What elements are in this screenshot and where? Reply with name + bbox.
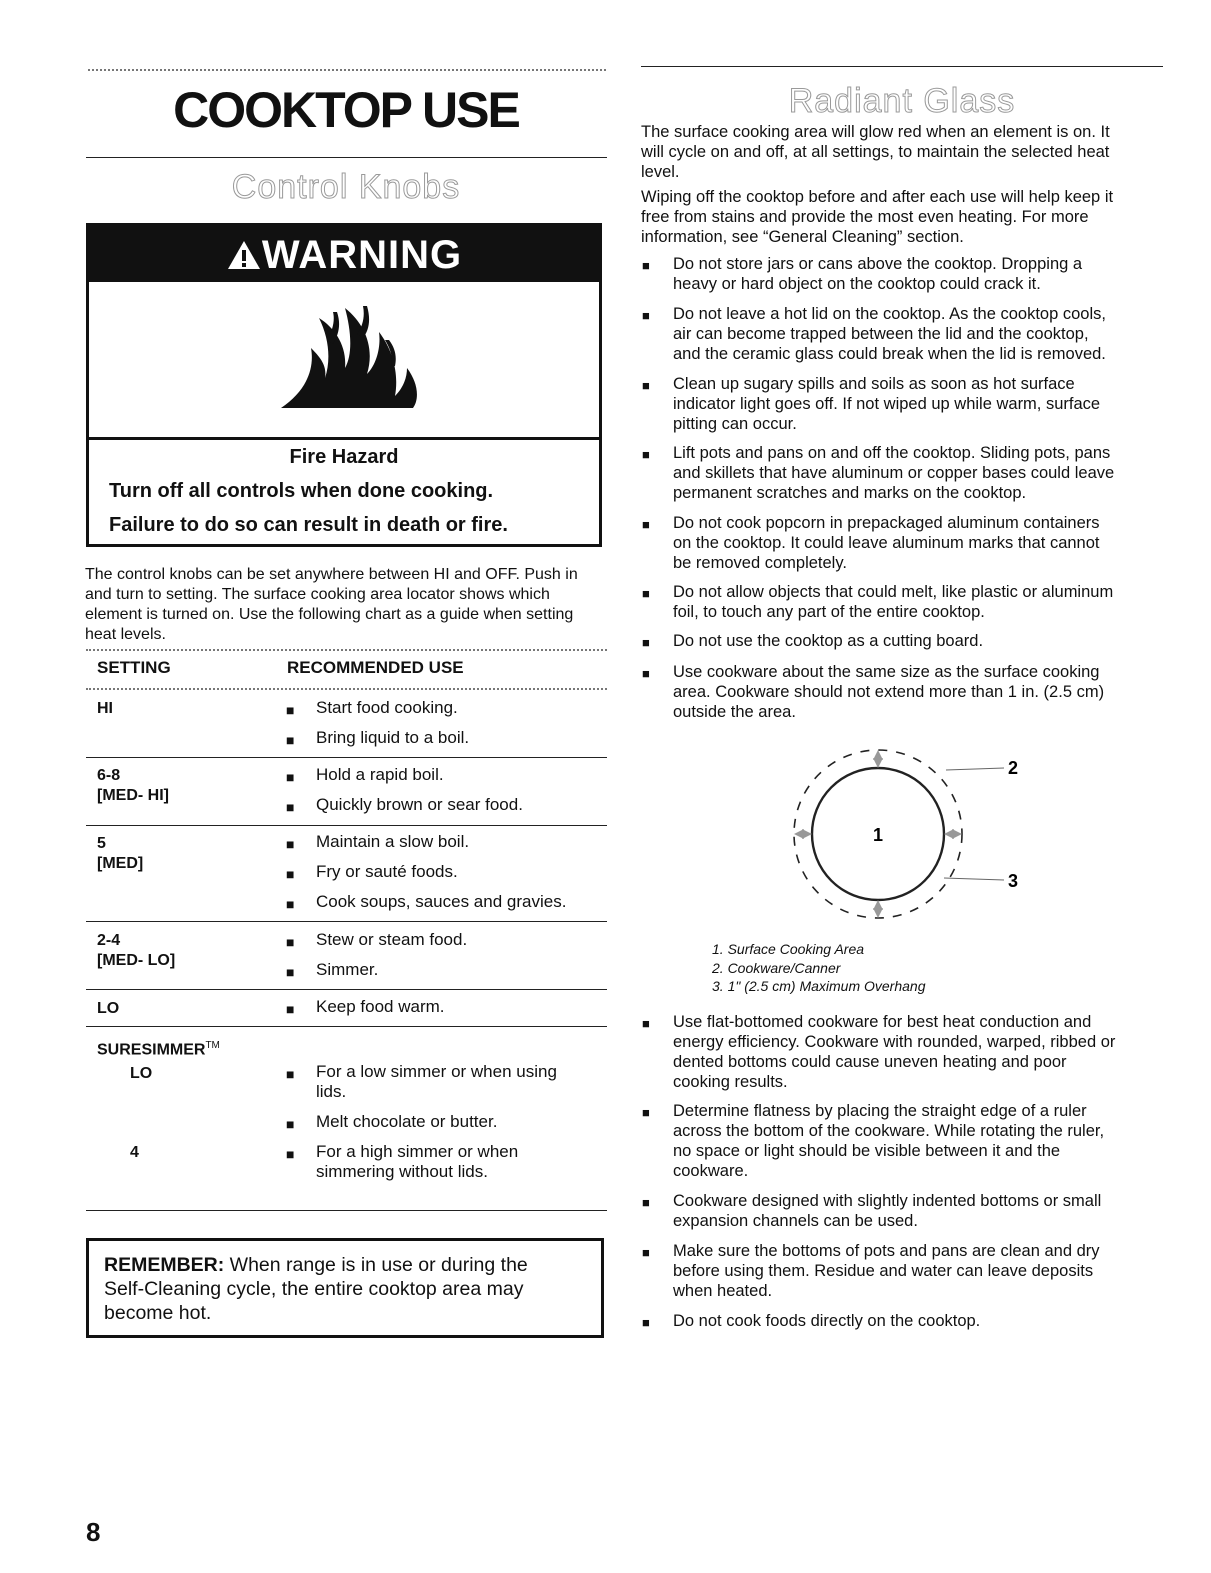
bullet-icon: ■ (286, 1116, 295, 1132)
leader-line-2 (946, 768, 1004, 770)
trademark-mark: TM (205, 1040, 220, 1051)
text-line: air can become trapped between the lid and the cooktop, (673, 325, 1089, 343)
remember-label: REMEMBER: (104, 1254, 225, 1276)
radiant-paragraph-1 (641, 122, 1163, 182)
setting-5: 5 (97, 835, 106, 852)
bullet-icon: ■ (642, 1016, 650, 1031)
setting-suresimmer-4: 4 (130, 1144, 139, 1161)
text-line: Do not leave a hot lid on the cooktop. As the cooktop cools, (673, 305, 1106, 323)
text-line: information, see “General Cleaning” section. (641, 228, 964, 246)
fire-hazard-title: Fire Hazard (289, 446, 399, 468)
right-top-rule (641, 66, 1163, 67)
text-line: and the ceramic glass could break when the lid is removed. (673, 345, 1106, 363)
fire-icon (275, 300, 425, 412)
warning-box (86, 223, 602, 547)
use-item: simmering without lids. (316, 1162, 488, 1181)
use-item: Start food cooking. (316, 698, 458, 717)
control-knobs-heading: Control Knobs (231, 168, 461, 206)
bullet-icon: ■ (642, 378, 650, 393)
row-divider (86, 825, 607, 826)
warning-triangle-icon (226, 239, 262, 271)
bullet-icon: ■ (642, 308, 650, 323)
text-line: Determine flatness by placing the straight edge of a ruler (673, 1102, 1087, 1120)
text-line: when heated. (673, 1282, 773, 1300)
bullet-icon: ■ (286, 964, 295, 980)
knobs-intro-paragraph: The control knobs can be set anywhere between HI and OFF. Push in and turn to setting. The surface cooking area locator shows which element is turned on. Use the following chart as a guide when setting heat levels. (85, 566, 578, 643)
use-item: Maintain a slow boil. (316, 832, 470, 851)
suresimmer-label: SURESIMMER (97, 1041, 206, 1059)
text-line: on the cooktop. It could leave aluminum marks that cannot (673, 534, 1100, 552)
use-item: Fry or sauté foods. (316, 862, 458, 881)
setting-2-4: 2-4 (97, 932, 121, 949)
radiant-bullet-item (673, 1191, 1163, 1231)
table-header-setting: SETTING (97, 658, 171, 677)
remember-box (86, 1238, 604, 1338)
text-line: area. Cookware should not extend more than 1 in. (2.5 cm) (673, 683, 1105, 701)
page-number: 8 (86, 1517, 101, 1547)
text-line: outside the area. (673, 703, 796, 721)
bullet-icon: ■ (286, 866, 295, 882)
text-line: permanent scratches and marks on the cooktop. (673, 484, 1027, 502)
warning-text-line-1: Turn off all controls when done cooking. (109, 480, 494, 502)
title-underline (86, 157, 607, 158)
diagram-label-1: 1 (872, 825, 884, 845)
use-item: Hold a rapid boil. (316, 765, 444, 784)
radiant-bullet-item (673, 513, 1163, 573)
bullet-icon: ■ (286, 799, 295, 815)
use-item: Simmer. (316, 960, 379, 979)
use-item: Stew or steam food. (316, 930, 468, 949)
warning-text-line-2: Failure to do so can result in death or fire. (109, 514, 508, 536)
text-line: energy efficiency. Cookware with rounded, warped, ribbed or (673, 1033, 1116, 1051)
text-line: heavy or hard object on the cooktop could crack it. (673, 275, 1041, 293)
diagram-label-2: 2 (1008, 758, 1019, 778)
remember-line-3: become hot. (104, 1302, 212, 1324)
bullet-icon: ■ (286, 732, 295, 748)
table-header-recommended-use: RECOMMENDED USE (287, 658, 464, 677)
radiant-bullet-item (673, 631, 1163, 651)
use-item: Keep food warm. (316, 997, 445, 1016)
use-item: Cook soups, sauces and gravies. (316, 892, 567, 911)
bullet-icon: ■ (642, 1315, 650, 1330)
bullet-icon: ■ (642, 666, 650, 681)
row-divider (86, 757, 607, 758)
text-line: and skillets that have aluminum or copper bases could leave (673, 464, 1115, 482)
text-line: level. (641, 163, 680, 181)
bullet-icon: ■ (642, 258, 650, 273)
text-line: Use cookware about the same size as the surface cooking (673, 663, 1100, 681)
use-item: For a high simmer or when (316, 1142, 519, 1161)
bullet-icon: ■ (286, 702, 295, 718)
use-item: Quickly brown or sear food. (316, 795, 523, 814)
radiant-bullet-item (673, 1012, 1163, 1092)
text-line: free from stains and provide the most even heating. For more (641, 208, 1089, 226)
top-dotted-rule (88, 69, 606, 71)
text-line: across the bottom of the cookware. While rotating the ruler, (673, 1122, 1105, 1140)
setting-med: [MED] (97, 855, 144, 872)
bullet-icon: ■ (642, 635, 650, 650)
bullet-icon: ■ (642, 586, 650, 601)
setting-suresimmer (97, 1036, 220, 1060)
remember-line-1: When range is in use or during the (224, 1254, 528, 1276)
bullet-icon: ■ (286, 934, 295, 950)
radiant-bullet-item (673, 254, 1163, 294)
text-line: indicator light goes off. If not wiped up while warm, surface (673, 395, 1101, 413)
table-header-rule (86, 688, 607, 690)
text-line: expansion channels can be used. (673, 1212, 918, 1230)
bullet-icon: ■ (286, 836, 295, 852)
text-line: Do not use the cooktop as a cutting board. (673, 632, 984, 650)
text-line: Use flat-bottomed cookware for best heat conduction and (673, 1013, 1092, 1031)
radiant-bullet-item (673, 1311, 1163, 1331)
use-item: Bring liquid to a boil. (316, 728, 470, 747)
text-line: Do not store jars or cans above the cooktop. Dropping a (673, 255, 1083, 273)
bullet-icon: ■ (642, 1105, 650, 1120)
text-line: cooking results. (673, 1073, 788, 1091)
bullet-icon: ■ (642, 1245, 650, 1260)
text-line: pitting can occur. (673, 415, 797, 433)
bullet-icon: ■ (286, 1146, 295, 1162)
use-item: For a low simmer or when using (316, 1062, 557, 1081)
radiant-paragraph-2 (641, 187, 1163, 247)
bullet-icon: ■ (642, 447, 650, 462)
bullet-icon: ■ (286, 769, 295, 785)
text-line: Clean up sugary spills and soils as soon as hot surface (673, 375, 1075, 393)
setting-med-lo: [MED- LO] (97, 952, 176, 969)
warning-divider (89, 437, 599, 440)
row-divider (86, 921, 607, 922)
use-item: Melt chocolate or butter. (316, 1112, 498, 1131)
text-line: Do not cook popcorn in prepackaged aluminum containers (673, 514, 1100, 532)
text-line: will cycle on and off, at all settings, to maintain the selected heat (641, 143, 1110, 161)
text-line: Wiping off the cooktop before and after each use will help keep it (641, 188, 1114, 206)
text-line: be removed completely. (673, 554, 847, 572)
diagram-caption-3: 3. 1" (2.5 cm) Maximum Overhang (712, 978, 926, 994)
diagram-caption-1: 1. Surface Cooking Area (712, 941, 865, 957)
bullet-icon: ■ (286, 896, 295, 912)
radiant-bullet-item (673, 1101, 1163, 1181)
text-line: before using them. Residue and water can leave deposits (673, 1262, 1094, 1280)
setting-med-hi: [MED- HI] (97, 787, 169, 804)
use-item: lids. (316, 1082, 347, 1101)
text-line: dented bottoms could cause uneven heating and poor (673, 1053, 1067, 1071)
diagram-caption-2: 2. Cookware/Canner (712, 960, 841, 976)
diagram-label-3: 3 (1008, 871, 1019, 891)
radiant-bullet-item (673, 582, 1163, 622)
radiant-bullet-item (673, 443, 1163, 503)
radiant-bullet-item (673, 1241, 1163, 1301)
setting-hi: HI (97, 700, 113, 717)
warning-banner (89, 226, 599, 282)
remember-line-2: Self-Cleaning cycle, the entire cooktop area may (104, 1278, 524, 1300)
table-top-rule (86, 649, 607, 651)
text-line: The surface cooking area will glow red when an element is on. It (641, 123, 1110, 141)
text-line: foil, to touch any part of the entire cooktop. (673, 603, 985, 621)
radiant-bullet-item (673, 304, 1163, 364)
text-line: Lift pots and pans on and off the cooktop. Sliding pots, pans (673, 444, 1111, 462)
radiant-bullet-item (673, 374, 1163, 434)
cookware-overhang-diagram (760, 738, 1040, 938)
bullet-icon: ■ (642, 517, 650, 532)
text-line: no space or light should be visible between it and the (673, 1142, 1061, 1160)
page-title: COOKTOP USE (173, 82, 519, 138)
bullet-icon: ■ (286, 1001, 295, 1017)
setting-suresimmer-lo: LO (130, 1065, 153, 1082)
bullet-icon: ■ (286, 1066, 295, 1082)
row-divider (86, 1026, 607, 1027)
warning-banner-label: WARNING (261, 233, 463, 277)
text-line: Do not cook foods directly on the cooktop. (673, 1312, 981, 1330)
row-divider (86, 989, 607, 990)
radiant-bullet-item (673, 662, 1163, 722)
radiant-glass-heading: Radiant Glass (788, 82, 1016, 120)
text-line: Cookware designed with slightly indented bottoms or small (673, 1192, 1102, 1210)
leader-line-3 (944, 878, 1004, 880)
text-line: Do not allow objects that could melt, like plastic or aluminum (673, 583, 1114, 601)
table-bottom-rule (86, 1210, 607, 1211)
setting-lo: LO (97, 1000, 120, 1017)
bullet-icon: ■ (642, 1195, 650, 1210)
setting-6-8: 6-8 (97, 767, 121, 784)
text-line: cookware. (673, 1162, 749, 1180)
text-line: Make sure the bottoms of pots and pans are clean and dry (673, 1242, 1100, 1260)
